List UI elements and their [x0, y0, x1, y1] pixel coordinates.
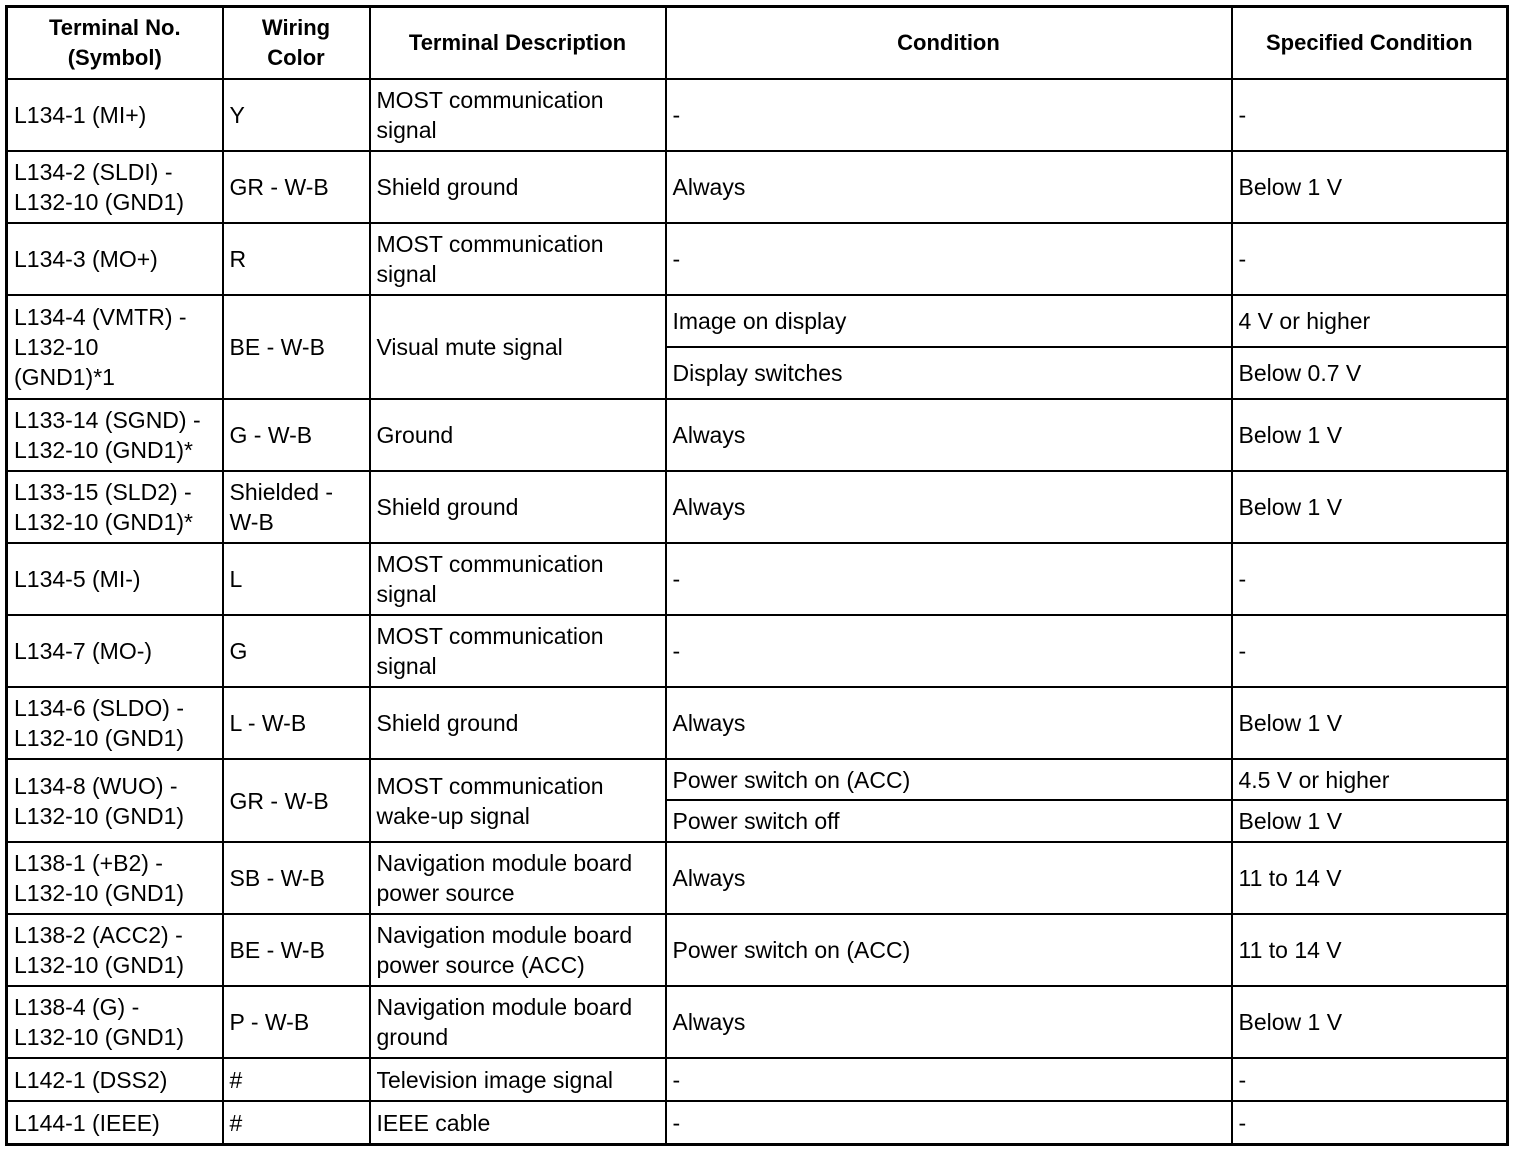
specified-condition-cell: -: [1232, 223, 1508, 295]
specified-condition-cell: Below 0.7 V: [1232, 347, 1508, 399]
terminal-cell: L138-2 (ACC2) - L132-10 (GND1): [7, 914, 223, 986]
description-cell: Visual mute signal: [370, 295, 666, 399]
condition-cell: Always: [666, 687, 1232, 759]
wiring-color-cell: GR - W-B: [223, 151, 370, 223]
specified-condition-cell: Below 1 V: [1232, 151, 1508, 223]
wiring-color-cell: Y: [223, 79, 370, 151]
table-row: [7, 615, 1508, 687]
condition-cell: Power switch off: [666, 800, 1232, 842]
terminal-table: [5, 5, 1509, 1146]
specified-condition-cell: -: [1232, 1101, 1508, 1144]
wiring-color-cell: R: [223, 223, 370, 295]
table-row: [7, 1058, 1508, 1101]
description-cell: Shield ground: [370, 687, 666, 759]
specified-condition-cell: -: [1232, 615, 1508, 687]
description-cell: Navigation module board ground: [370, 986, 666, 1058]
terminal-cell: L134-5 (MI-): [7, 543, 223, 615]
condition-cell: Display switches: [666, 347, 1232, 399]
table-row: [7, 399, 1508, 471]
table-row: [7, 687, 1508, 759]
description-cell: Navigation module board power source (ACC): [370, 914, 666, 986]
wiring-color-cell: Shielded - W-B: [223, 471, 370, 543]
table-row: [7, 543, 1508, 615]
condition-cell: -: [666, 543, 1232, 615]
table-row: [7, 295, 1508, 347]
table-row: [7, 79, 1508, 151]
header-terminal: Terminal No. (Symbol): [7, 7, 223, 79]
condition-cell: Always: [666, 399, 1232, 471]
terminal-cell: L134-2 (SLDI) - L132-10 (GND1): [7, 151, 223, 223]
terminal-cell: L134-3 (MO+): [7, 223, 223, 295]
condition-cell: -: [666, 223, 1232, 295]
specified-condition-cell: -: [1232, 79, 1508, 151]
terminal-cell: L138-4 (G) - L132-10 (GND1): [7, 986, 223, 1058]
wiring-color-cell: G: [223, 615, 370, 687]
table-row: [7, 471, 1508, 543]
condition-cell: -: [666, 1058, 1232, 1101]
header-condition: Condition: [666, 7, 1232, 79]
description-cell: Television image signal: [370, 1058, 666, 1101]
condition-cell: Power switch on (ACC): [666, 759, 1232, 800]
wiring-color-cell: BE - W-B: [223, 295, 370, 399]
header-row: [7, 7, 1508, 79]
specified-condition-cell: Below 1 V: [1232, 800, 1508, 842]
table-row: [7, 223, 1508, 295]
description-cell: Shield ground: [370, 151, 666, 223]
terminal-cell: L138-1 (+B2) - L132-10 (GND1): [7, 842, 223, 914]
wiring-color-cell: SB - W-B: [223, 842, 370, 914]
table-row: [7, 914, 1508, 986]
description-cell: MOST communication signal: [370, 543, 666, 615]
condition-cell: -: [666, 615, 1232, 687]
terminal-cell: L142-1 (DSS2): [7, 1058, 223, 1101]
wiring-color-cell: #: [223, 1101, 370, 1144]
specified-condition-cell: Below 1 V: [1232, 471, 1508, 543]
terminal-cell: L144-1 (IEEE): [7, 1101, 223, 1144]
wiring-color-cell: L - W-B: [223, 687, 370, 759]
specified-condition-cell: 4 V or higher: [1232, 295, 1508, 347]
header-specified-condition: Specified Condition: [1232, 7, 1508, 79]
description-cell: MOST communication signal: [370, 615, 666, 687]
condition-cell: Always: [666, 471, 1232, 543]
specified-condition-cell: 11 to 14 V: [1232, 842, 1508, 914]
description-cell: MOST communication wake-up signal: [370, 759, 666, 842]
description-cell: MOST communication signal: [370, 79, 666, 151]
table-row: [7, 842, 1508, 914]
terminal-cell: L134-8 (WUO) - L132-10 (GND1): [7, 759, 223, 842]
terminal-cell: L134-7 (MO-): [7, 615, 223, 687]
specified-condition-cell: -: [1232, 543, 1508, 615]
specified-condition-cell: Below 1 V: [1232, 687, 1508, 759]
description-cell: IEEE cable: [370, 1101, 666, 1144]
table-row: [7, 151, 1508, 223]
terminal-cell: L134-1 (MI+): [7, 79, 223, 151]
table-row: [7, 1101, 1508, 1144]
specified-condition-cell: Below 1 V: [1232, 986, 1508, 1058]
wiring-color-cell: G - W-B: [223, 399, 370, 471]
specified-condition-cell: 11 to 14 V: [1232, 914, 1508, 986]
wiring-color-cell: L: [223, 543, 370, 615]
table-row: [7, 759, 1508, 800]
terminal-cell: L133-14 (SGND) - L132-10 (GND1)*: [7, 399, 223, 471]
condition-cell: Always: [666, 842, 1232, 914]
table-row: [7, 986, 1508, 1058]
terminal-cell: L133-15 (SLD2) - L132-10 (GND1)*: [7, 471, 223, 543]
condition-cell: Power switch on (ACC): [666, 914, 1232, 986]
condition-cell: Always: [666, 151, 1232, 223]
specified-condition-cell: Below 1 V: [1232, 399, 1508, 471]
terminal-cell: L134-6 (SLDO) - L132-10 (GND1): [7, 687, 223, 759]
wiring-color-cell: BE - W-B: [223, 914, 370, 986]
condition-cell: Always: [666, 986, 1232, 1058]
header-terminal-description: Terminal Description: [370, 7, 666, 79]
description-cell: Navigation module board power source: [370, 842, 666, 914]
header-wiring-color: Wiring Color: [223, 7, 370, 79]
specified-condition-cell: -: [1232, 1058, 1508, 1101]
condition-cell: -: [666, 79, 1232, 151]
condition-cell: Image on display: [666, 295, 1232, 347]
wiring-color-cell: GR - W-B: [223, 759, 370, 842]
wiring-color-cell: P - W-B: [223, 986, 370, 1058]
specified-condition-cell: 4.5 V or higher: [1232, 759, 1508, 800]
description-cell: Ground: [370, 399, 666, 471]
wiring-color-cell: #: [223, 1058, 370, 1101]
description-cell: MOST communication signal: [370, 223, 666, 295]
terminal-cell: L134-4 (VMTR) - L132-10 (GND1)*1: [7, 295, 223, 399]
condition-cell: -: [666, 1101, 1232, 1144]
description-cell: Shield ground: [370, 471, 666, 543]
